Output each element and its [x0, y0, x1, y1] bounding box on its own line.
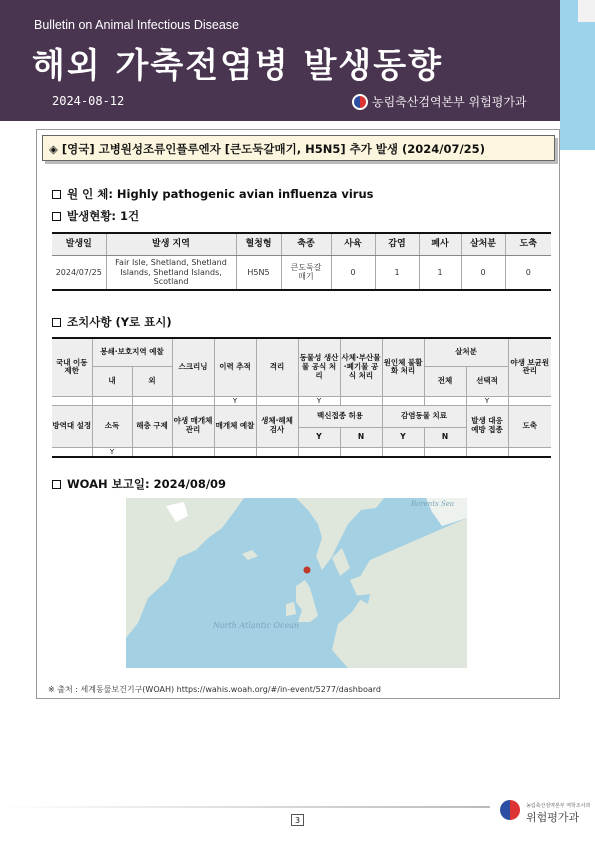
measures-line: [52, 314, 172, 330]
col-header: 생체·해체 검사: [256, 405, 298, 447]
table-cell: Y: [214, 396, 256, 405]
table-cell: [340, 447, 382, 457]
table-cell: [382, 396, 424, 405]
col-header: 발생일: [52, 233, 106, 255]
cause-line: [52, 186, 374, 202]
footer-org-small: 농림축산검역본부 역학조사과: [526, 803, 591, 809]
col-header: 폐사: [419, 233, 461, 255]
table-row: [52, 255, 551, 290]
table-cell: Y: [466, 396, 508, 405]
table-cell: [132, 396, 172, 405]
table-cell: [424, 447, 466, 457]
col-header: Y: [298, 427, 340, 447]
measures-text: 조치사항 (Y로 표시): [67, 315, 172, 329]
col-header: 야생 매개체 관리: [172, 405, 214, 447]
status-line: [52, 208, 139, 224]
col-header: 도축: [508, 405, 551, 447]
org-name: 농림축산검역본부 위험평가과: [372, 95, 527, 109]
table-cell: 0: [331, 255, 375, 290]
taegeuk-logo-icon: [352, 94, 368, 110]
header-accent: [560, 0, 595, 150]
table-cell: [132, 447, 172, 457]
section-title: ◈ [영국] 고병원성조류인플루엔자 [큰도둑갈매기, H5N5] 추가 발생 (2024/07/25): [42, 135, 555, 161]
table-cell: [256, 447, 298, 457]
footer-org-large: 위험평가과: [526, 811, 580, 824]
footer-divider: [0, 806, 490, 808]
page-title: 해외 가축전염병 발생동향: [32, 46, 443, 86]
col-header: 방역대 설정: [52, 405, 92, 447]
checkbox-icon: [52, 190, 61, 199]
col-header: 백신접종 허용: [298, 405, 382, 427]
table-header-row: [52, 233, 551, 255]
cause-text: 원 인 체: Highly pathogenic avian influenza virus: [67, 187, 374, 201]
table-cell: Y: [92, 447, 132, 457]
col-header: 살처분: [424, 338, 508, 366]
table-cell: Fair Isle, Shetland, Shetland Islands, Shetland Islands, Scotland: [106, 255, 236, 290]
table-cell: 1: [375, 255, 419, 290]
table-cell: H5N5: [236, 255, 281, 290]
table-cell: [298, 447, 340, 457]
col-header: Y: [382, 427, 424, 447]
table-cell: 2024/07/25: [52, 255, 106, 290]
table-cell: 1: [419, 255, 461, 290]
table-cell: [466, 447, 508, 457]
map-label-sea: Barents Sea: [411, 500, 455, 508]
table-cell: [424, 396, 466, 405]
table-cell: [52, 447, 92, 457]
col-header: 동물성 생산물 공식 처리: [298, 338, 340, 396]
col-header: 원인체 불활화 처리: [382, 338, 424, 396]
table-row: [52, 447, 551, 457]
checkbox-icon: [52, 480, 61, 489]
col-header: 축종: [281, 233, 331, 255]
table-cell: [340, 396, 382, 405]
col-header: 사체·부산물·폐기물 공식 처리: [340, 338, 382, 396]
col-header: 발생 지역: [106, 233, 236, 255]
table-cell: [508, 396, 551, 405]
col-header: N: [340, 427, 382, 447]
col-header: 내: [92, 366, 132, 396]
col-header: 매개체 예찰: [214, 405, 256, 447]
checkbox-icon: [52, 318, 61, 327]
col-header: 이력 추적: [214, 338, 256, 396]
table-cell: [382, 447, 424, 457]
col-header: 살처분: [461, 233, 505, 255]
col-header: N: [424, 427, 466, 447]
col-header: 격리: [256, 338, 298, 396]
col-header: 스크리닝: [172, 338, 214, 396]
source-note: ※ 출처 : 세계동물보건기구(WOAH) https://wahis.woah.org/#/in-event/5277/dashboard: [48, 685, 381, 694]
table-cell: [172, 447, 214, 457]
map-label-ocean: North Atlantic Ocean: [212, 621, 300, 630]
outbreak-map: [126, 498, 467, 668]
col-header: 소독: [92, 405, 132, 447]
col-header: 봉쇄·보호지역 예찰: [92, 338, 172, 366]
table-row: [52, 396, 551, 405]
col-header: 야생 보균원 관리: [508, 338, 551, 396]
table-cell: Y: [298, 396, 340, 405]
col-header: 혈청형: [236, 233, 281, 255]
table-cell: 큰도둑갈매기: [281, 255, 331, 290]
woah-text: WOAH 보고일: 2024/08/09: [67, 477, 227, 491]
table-cell: [92, 396, 132, 405]
header-accent-light: [578, 0, 595, 22]
table-cell: [52, 396, 92, 405]
status-text: 발생현황: 1건: [67, 209, 140, 223]
col-header: 감염동물 치료: [382, 405, 466, 427]
checkbox-icon: [52, 212, 61, 221]
col-header: 국내 이동 제한: [52, 338, 92, 396]
table-cell: [172, 396, 214, 405]
table-cell: [214, 447, 256, 457]
bulletin-label: Bulletin on Animal Infectious Disease: [34, 18, 239, 32]
col-header: 전체: [424, 366, 466, 396]
org-label: [352, 93, 527, 110]
measures-table: [52, 337, 551, 458]
woah-line: [52, 476, 226, 492]
publish-date: 2024-08-12: [52, 94, 125, 108]
col-header: 선택적: [466, 366, 508, 396]
occurrence-table: [52, 232, 551, 291]
col-header: 외: [132, 366, 172, 396]
map-graphic: [126, 498, 467, 668]
taegeuk-logo-icon: [500, 800, 520, 820]
table-cell: [256, 396, 298, 405]
col-header: 감염: [375, 233, 419, 255]
table-cell: [508, 447, 551, 457]
col-header: 발생 대응 예방 접종: [466, 405, 508, 447]
table-cell: 0: [505, 255, 551, 290]
col-header: 해충 구제: [132, 405, 172, 447]
page-number: 3: [291, 814, 304, 826]
col-header: 사육: [331, 233, 375, 255]
table-cell: 0: [461, 255, 505, 290]
col-header: 도축: [505, 233, 551, 255]
